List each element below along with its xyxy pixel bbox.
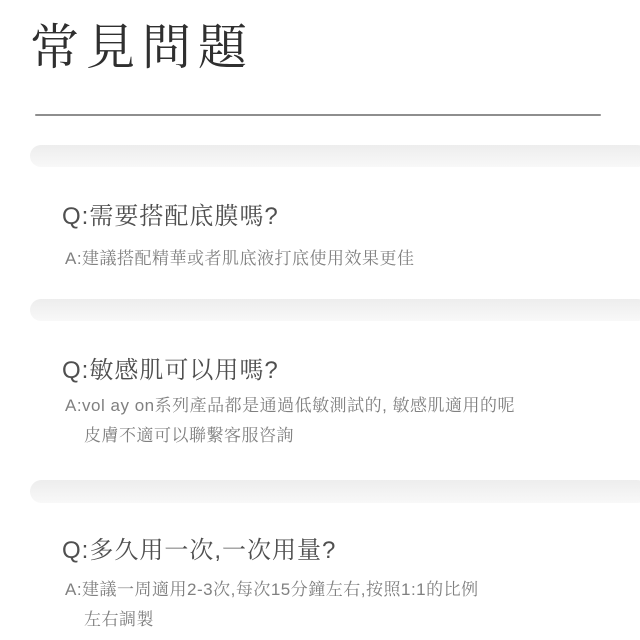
faq-card xyxy=(0,321,640,480)
answer-line: 皮膚不適可以聯繫客服咨詢 xyxy=(84,426,294,445)
title-underline xyxy=(35,114,601,116)
question-text: Q:敏感肌可以用嗎? xyxy=(62,357,279,384)
answer-text xyxy=(65,575,479,635)
section-divider xyxy=(30,145,640,167)
question-text: Q:多久用一次,一次用量? xyxy=(62,537,337,564)
page-title: 常見問題 xyxy=(30,21,255,75)
answer-line: A:建議一周適用2-3次,每次15分鐘左右,按照1:1的比例 xyxy=(65,580,479,599)
faq-card xyxy=(0,167,640,299)
section-divider xyxy=(30,299,640,321)
faq-card xyxy=(0,503,640,640)
answer-line: 左右調製 xyxy=(84,610,154,629)
answer-line: A:建議搭配精華或者肌底液打底使用效果更佳 xyxy=(65,249,415,268)
section-divider xyxy=(30,480,640,503)
question-text: Q:需要搭配底膜嗎? xyxy=(62,203,279,230)
answer-line: A:vol ay on系列產品都是通過低敏測試的, 敏感肌適用的呢 xyxy=(65,396,516,415)
answer-text xyxy=(65,244,415,274)
answer-text xyxy=(65,391,515,451)
